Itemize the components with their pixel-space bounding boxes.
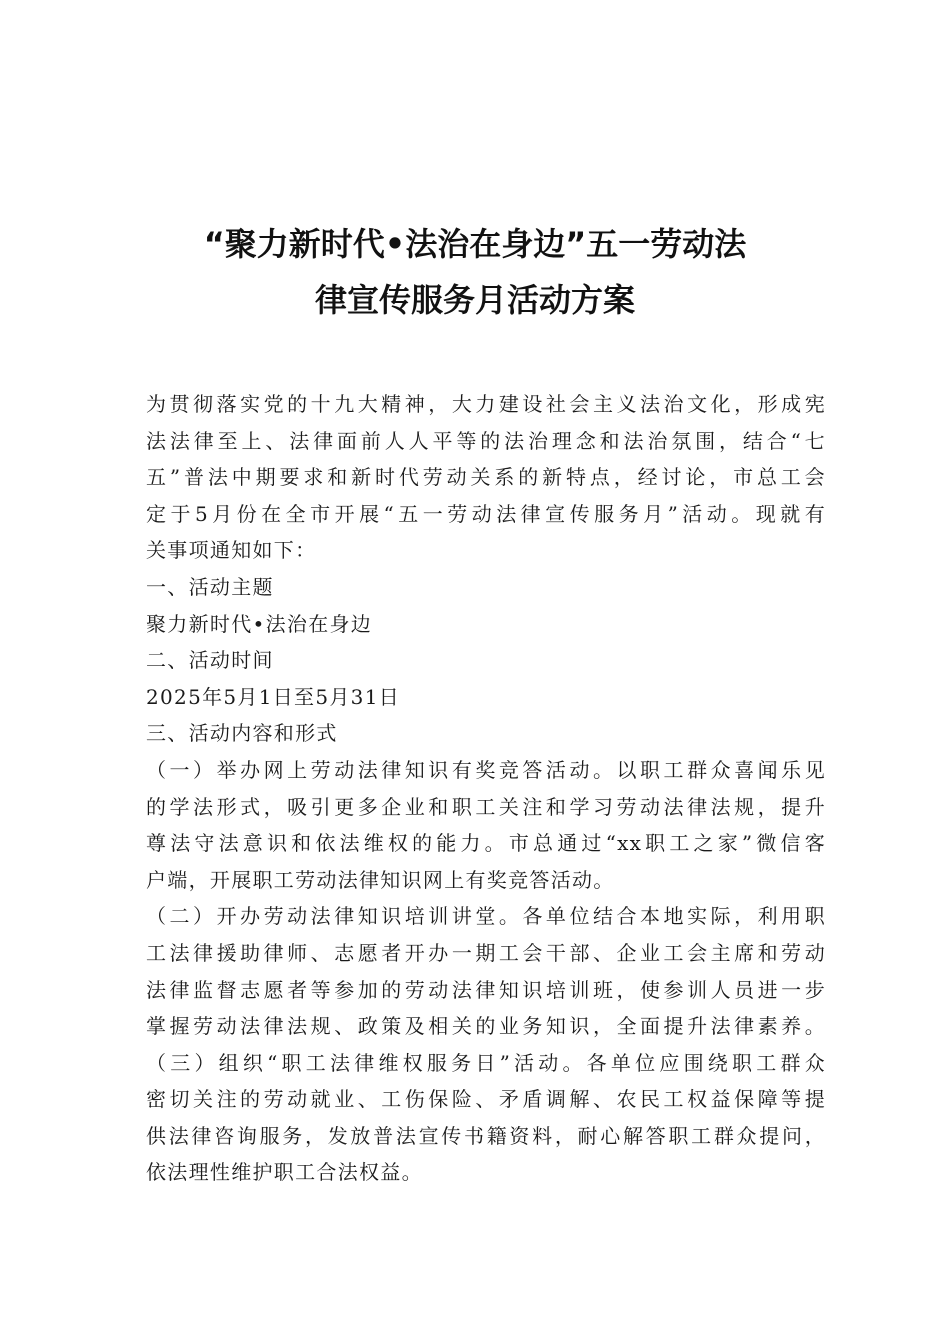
section-heading: 一、活动主题 xyxy=(146,574,274,599)
paragraph-line: 聚力新时代•法治在身边 xyxy=(146,611,373,636)
document-title xyxy=(100,216,850,328)
document-body xyxy=(146,386,826,1191)
paragraph-line: 掌握劳动法律法规、政策及相关的业务知识，全面提升法律素养。 xyxy=(146,1014,826,1039)
paragraph-line: 法律监督志愿者等参加的劳动法律知识培训班，使参训人员进一步 xyxy=(146,977,826,1002)
paragraph-line: （一）举办网上劳动法律知识有奖竞答活动。以职工群众喜闻乐见 xyxy=(146,757,826,782)
section-heading: 二、活动时间 xyxy=(146,648,274,673)
paragraph-line: （三）组织“职工法律维权服务日”活动。各单位应围绕职工群众 xyxy=(146,1050,826,1075)
paragraph-line: 法法律至上、法律面前人人平等的法治理念和法治氛围，结合“七 xyxy=(146,428,826,453)
title-line-1: “聚力新时代•法治在身边”五一劳动法 xyxy=(203,225,747,263)
paragraph-line: 工法律援助律师、志愿者开办一期工会干部、企业工会主席和劳动 xyxy=(146,940,826,965)
paragraph-line: 依法理性维护职工合法权益。 xyxy=(146,1160,423,1185)
paragraph-line: 2025年5月1日至5月31日 xyxy=(146,684,401,709)
paragraph-line: 户端，开展职工劳动法律知识网上有奖竞答活动。 xyxy=(146,867,615,892)
paragraph-line: 定于5月份在全市开展“五一劳动法律宣传服务月”活动。现就有 xyxy=(146,501,826,526)
paragraph-line: 关事项通知如下： xyxy=(146,538,317,563)
title-line-2: 律宣传服务月活动方案 xyxy=(314,281,635,319)
paragraph-line: 为贯彻落实党的十九大精神，大力建设社会主义法治文化，形成宪 xyxy=(146,392,826,416)
paragraph-line: 的学法形式，吸引更多企业和职工关注和学习劳动法律法规，提升 xyxy=(146,794,826,819)
paragraph-line: （二）开办劳动法律知识培训讲堂。各单位结合本地实际，利用职 xyxy=(146,904,826,929)
paragraph-line: 尊法守法意识和依法维权的能力。市总通过“xx职工之家”微信客 xyxy=(146,831,826,856)
paragraph-line: 五”普法中期要求和新时代劳动关系的新特点，经讨论，市总工会 xyxy=(146,465,826,490)
section-heading: 三、活动内容和形式 xyxy=(146,721,338,746)
paragraph-line: 供法律咨询服务，发放普法宣传书籍资料，耐心解答职工群众提问， xyxy=(146,1123,826,1148)
paragraph-line: 密切关注的劳动就业、工伤保险、矛盾调解、农民工权益保障等提 xyxy=(146,1087,826,1112)
